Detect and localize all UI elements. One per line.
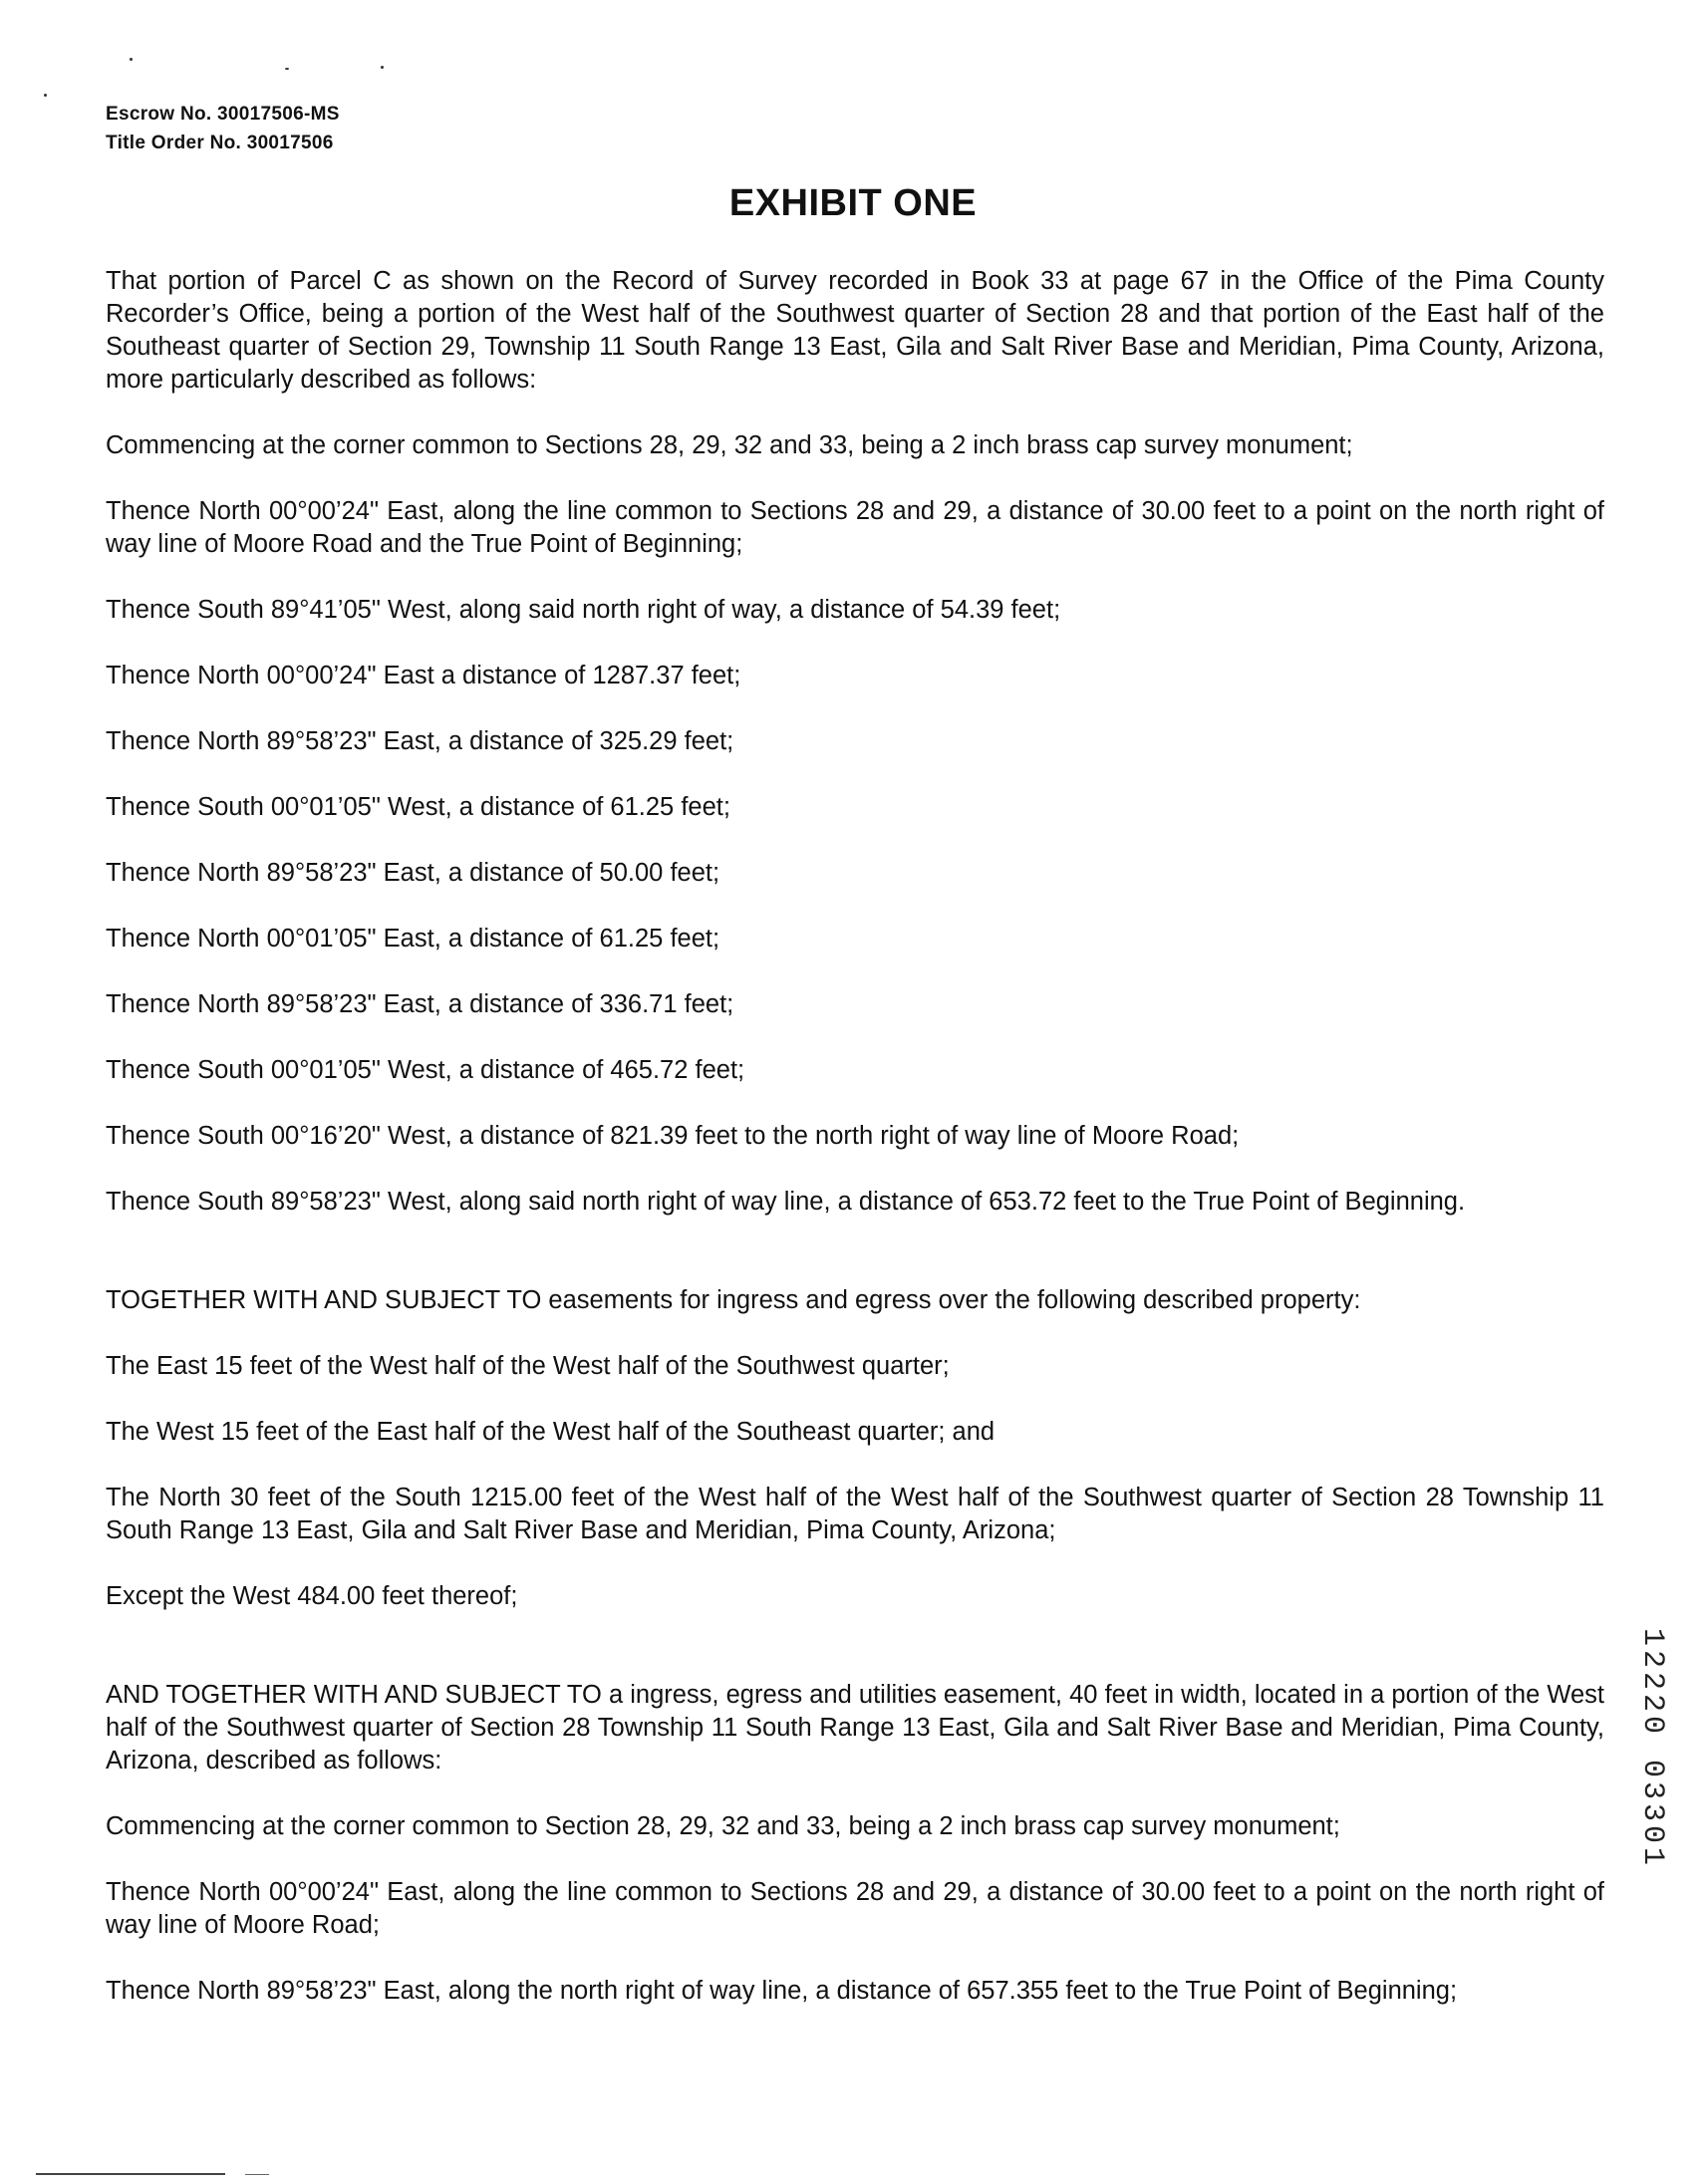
- paragraph-exception: Except the West 484.00 feet thereof;: [106, 1582, 518, 1610]
- paragraph-course-closing: Thence South 89°58’23" West, along said north right of way line, a distance of 653.72 feet to the True Point of Beginning.: [106, 1188, 1466, 1216]
- paragraph-easement-item: The North 30 feet of the South 1215.00 feet of the West half of the West half of the Southwest quarter of Section 28 Township 11 South Range 13 East, Gila and Salt River Base and Meridian, Pima County, Arizona;: [106, 1484, 1604, 1544]
- paragraph-course: Thence North 89°58’23" East, along the north right of way line, a distance of 657.355 feet to the True Point of Beginning;: [106, 1977, 1458, 2005]
- paragraph-course: Thence South 00°01’05" West, a distance of 61.25 feet;: [106, 793, 730, 821]
- paragraph-course: Thence North 89°58’23" East, a distance of 325.29 feet;: [106, 727, 734, 755]
- title-order-number: Title Order No. 30017506: [106, 133, 334, 153]
- paragraph-parcel-intro: That portion of Parcel C as shown on the Record of Survey recorded in Book 33 at page 67 in the Office of the Pima County Recorder’s Office, being a portion of the West half of the Southwest quarter of Section 28 and that portion of the East half of the Southeast quarter of Section 29, Township 11 South Range 13 East, Gila and Salt River Base and Meridian, Pima County, Arizona, more particularly described as follows:: [106, 267, 1604, 394]
- paragraph-course: Thence North 89°58’23" East, a distance of 50.00 feet;: [106, 859, 720, 887]
- paragraph-course: Thence North 00°00’24" East, along the line common to Sections 28 and 29, a distance of 30.00 feet to a point on the north right of way line of Moore Road and the True Point of Beginning;: [106, 497, 1604, 558]
- paragraph-course: Thence North 00°00’24" East a distance of 1287.37 feet;: [106, 662, 741, 689]
- recording-stamp: [1632, 1614, 1672, 1883]
- paragraph-easement-item: The East 15 feet of the West half of the West half of the Southwest quarter;: [106, 1352, 950, 1380]
- scan-speck: [381, 66, 384, 69]
- paragraph-commencing: Commencing at the corner common to Sections 28, 29, 32 and 33, being a 2 inch brass cap survey monument;: [106, 431, 1353, 459]
- paragraph-utility-easement-intro: AND TOGETHER WITH AND SUBJECT TO a ingress, egress and utilities easement, 40 feet in width, located in a portion of the West half of the Southwest quarter of Section 28 Township 11 South Range 13 East, Gila and Salt River Base and Meridian, Pima County, Arizona, described as follows:: [106, 1681, 1604, 1774]
- paragraph-easement-intro: TOGETHER WITH AND SUBJECT TO easements for ingress and egress over the following described property:: [106, 1286, 1361, 1314]
- footer-rule: [245, 2174, 269, 2175]
- page-title: EXHIBIT ONE: [728, 182, 978, 224]
- scan-speck: [44, 94, 47, 97]
- paragraph-course: Thence South 89°41’05" West, along said north right of way, a distance of 54.39 feet;: [106, 596, 1061, 624]
- paragraph-course: Thence North 00°00’24" East, along the line common to Sections 28 and 29, a distance of 30.00 feet to a point on the north right of way line of Moore Road;: [106, 1878, 1604, 1939]
- escrow-number: Escrow No. 30017506-MS: [106, 104, 340, 125]
- paragraph-course: Thence South 00°16’20" West, a distance of 821.39 feet to the north right of way line of Moore Road;: [106, 1122, 1240, 1150]
- paragraph-course: Thence South 00°01’05" West, a distance of 465.72 feet;: [106, 1056, 745, 1084]
- recording-stamp-text: 12220 03301: [1635, 1627, 1669, 1870]
- document-references: [106, 100, 340, 157]
- legal-description: [106, 265, 1604, 2041]
- paragraph-course: Thence North 89°58’23" East, a distance of 336.71 feet;: [106, 990, 734, 1018]
- scan-speck: [285, 68, 289, 70]
- scan-speck: [130, 58, 133, 61]
- paragraph-easement-item: The West 15 feet of the East half of the West half of the Southeast quarter; and: [106, 1418, 995, 1446]
- paragraph-course: Thence North 00°01’05" East, a distance of 61.25 feet;: [106, 925, 720, 953]
- paragraph-commencing: Commencing at the corner common to Section 28, 29, 32 and 33, being a 2 inch brass cap survey monument;: [106, 1812, 1340, 1840]
- footer-rule: [36, 2173, 225, 2175]
